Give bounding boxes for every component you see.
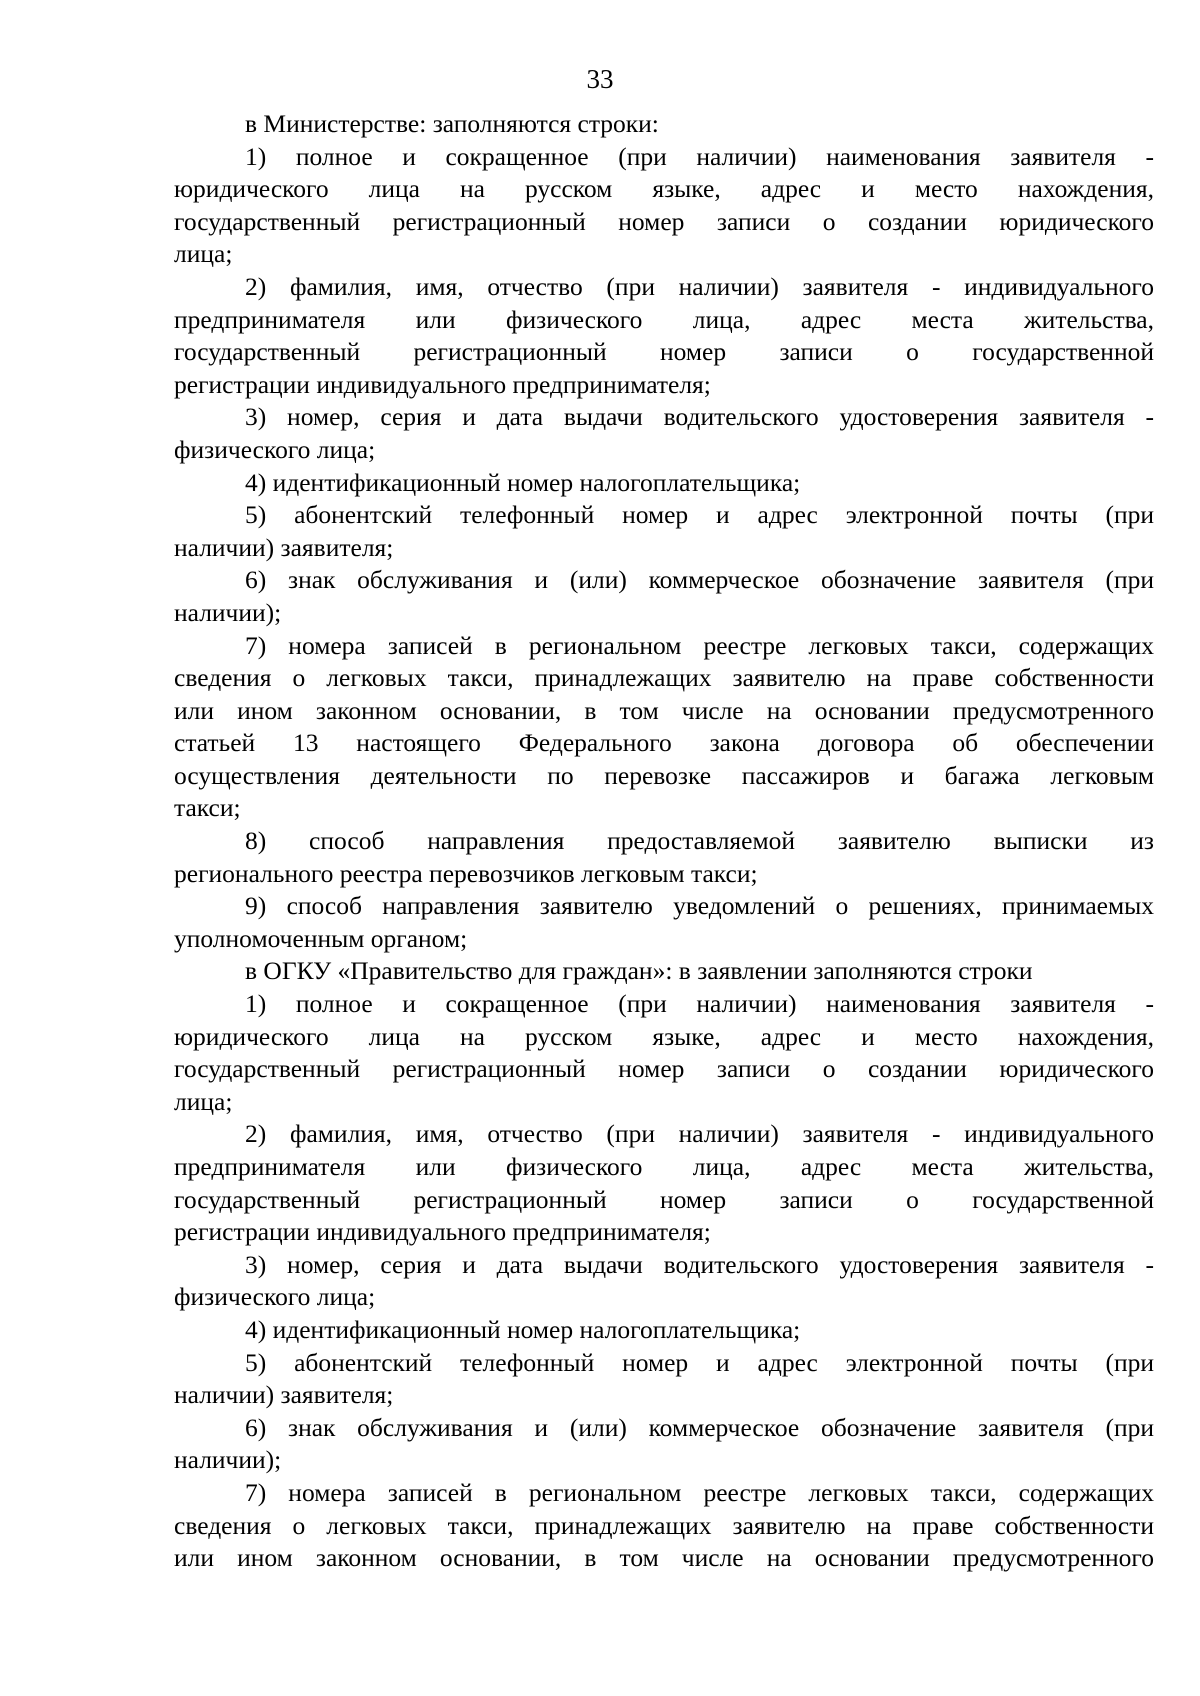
- text-line: 7) номера записей в региональном реестре легковых такси, содержащих: [245, 630, 1154, 660]
- text-line: 2) фамилия, имя, отчество (при наличии) заявителя - индивидуального: [245, 1119, 1154, 1149]
- text-line: или ином законном основании, в том числе на основании предусмотренного: [174, 695, 1154, 725]
- text-line: 5) абонентский телефонный номер и адрес электронной почты (при: [245, 500, 1154, 530]
- text-line: регионального реестра перевозчиков легковым такси;: [174, 858, 758, 888]
- text-line: статьей 13 настоящего Федерального закона договора об обеспечении: [174, 728, 1154, 758]
- text-line: наличии);: [174, 597, 282, 627]
- text-line: 1) полное и сокращенное (при наличии) наименования заявителя -: [245, 141, 1154, 171]
- text-line: 2) фамилия, имя, отчество (при наличии) заявителя - индивидуального: [245, 271, 1154, 301]
- text-line: 4) идентификационный номер налогоплательщика;: [245, 1314, 801, 1344]
- text-line: физического лица;: [174, 434, 376, 464]
- page-number: 33: [586, 64, 614, 94]
- text-line: 5) абонентский телефонный номер и адрес электронной почты (при: [245, 1347, 1154, 1377]
- text-line: 4) идентификационный номер налогоплательщика;: [245, 467, 801, 497]
- text-line: сведения о легковых такси, принадлежащих заявителю на праве собственности: [174, 663, 1154, 693]
- text-line: лица;: [174, 239, 233, 269]
- text-line: уполномоченным органом;: [174, 923, 468, 953]
- text-line: государственный регистрационный номер записи о государственной: [174, 1184, 1154, 1214]
- text-line: такси;: [174, 793, 241, 823]
- text-line: 1) полное и сокращенное (при наличии) наименования заявителя -: [245, 989, 1154, 1019]
- text-line: 3) номер, серия и дата выдачи водительского удостоверения заявителя -: [245, 402, 1154, 432]
- text-line: 6) знак обслуживания и (или) коммерческое обозначение заявителя (при: [245, 1412, 1154, 1442]
- text-line: в Министерстве: заполняются строки:: [245, 109, 659, 138]
- text-line: государственный регистрационный номер записи о создании юридического: [174, 1054, 1154, 1084]
- text-line: юридического лица на русском языке, адрес и место нахождения,: [174, 174, 1154, 204]
- text-line: предпринимателя или физического лица, адрес места жительства,: [174, 1152, 1154, 1181]
- text-line: предпринимателя или физического лица, адрес места жительства,: [174, 304, 1154, 334]
- text-line: в ОГКУ «Правительство для граждан»: в заявлении заполняются строки: [245, 956, 1033, 986]
- text-line: регистрации индивидуального предпринимателя;: [174, 369, 711, 399]
- text-line: сведения о легковых такси, принадлежащих заявителю на праве собственности: [174, 1510, 1154, 1540]
- text-line: физического лица;: [174, 1282, 376, 1312]
- text-line: наличии);: [174, 1445, 282, 1475]
- text-line: или ином законном основании, в том числе на основании предусмотренного: [174, 1543, 1154, 1573]
- text-line: 6) знак обслуживания и (или) коммерческое обозначение заявителя (при: [245, 565, 1154, 595]
- text-line: государственный регистрационный номер записи о государственной: [174, 337, 1154, 367]
- text-line: государственный регистрационный номер записи о создании юридического: [174, 206, 1154, 236]
- text-line: осуществления деятельности по перевозке пассажиров и багажа легковым: [174, 760, 1154, 790]
- text-line: наличии) заявителя;: [174, 532, 394, 562]
- text-line: 7) номера записей в региональном реестре легковых такси, содержащих: [245, 1477, 1154, 1507]
- text-line: регистрации индивидуального предпринимателя;: [174, 1217, 711, 1247]
- text-line: наличии) заявителя;: [174, 1380, 394, 1410]
- text-line: 9) способ направления заявителю уведомлений о решениях, принимаемых: [245, 891, 1154, 921]
- body-text: [174, 108, 1154, 1575]
- text-line: лица;: [174, 1086, 233, 1116]
- text-line: юридического лица на русском языке, адрес и место нахождения,: [174, 1021, 1154, 1051]
- text-line: 3) номер, серия и дата выдачи водительского удостоверения заявителя -: [245, 1249, 1154, 1279]
- text-line: 8) способ направления предоставляемой заявителю выписки из: [245, 826, 1154, 856]
